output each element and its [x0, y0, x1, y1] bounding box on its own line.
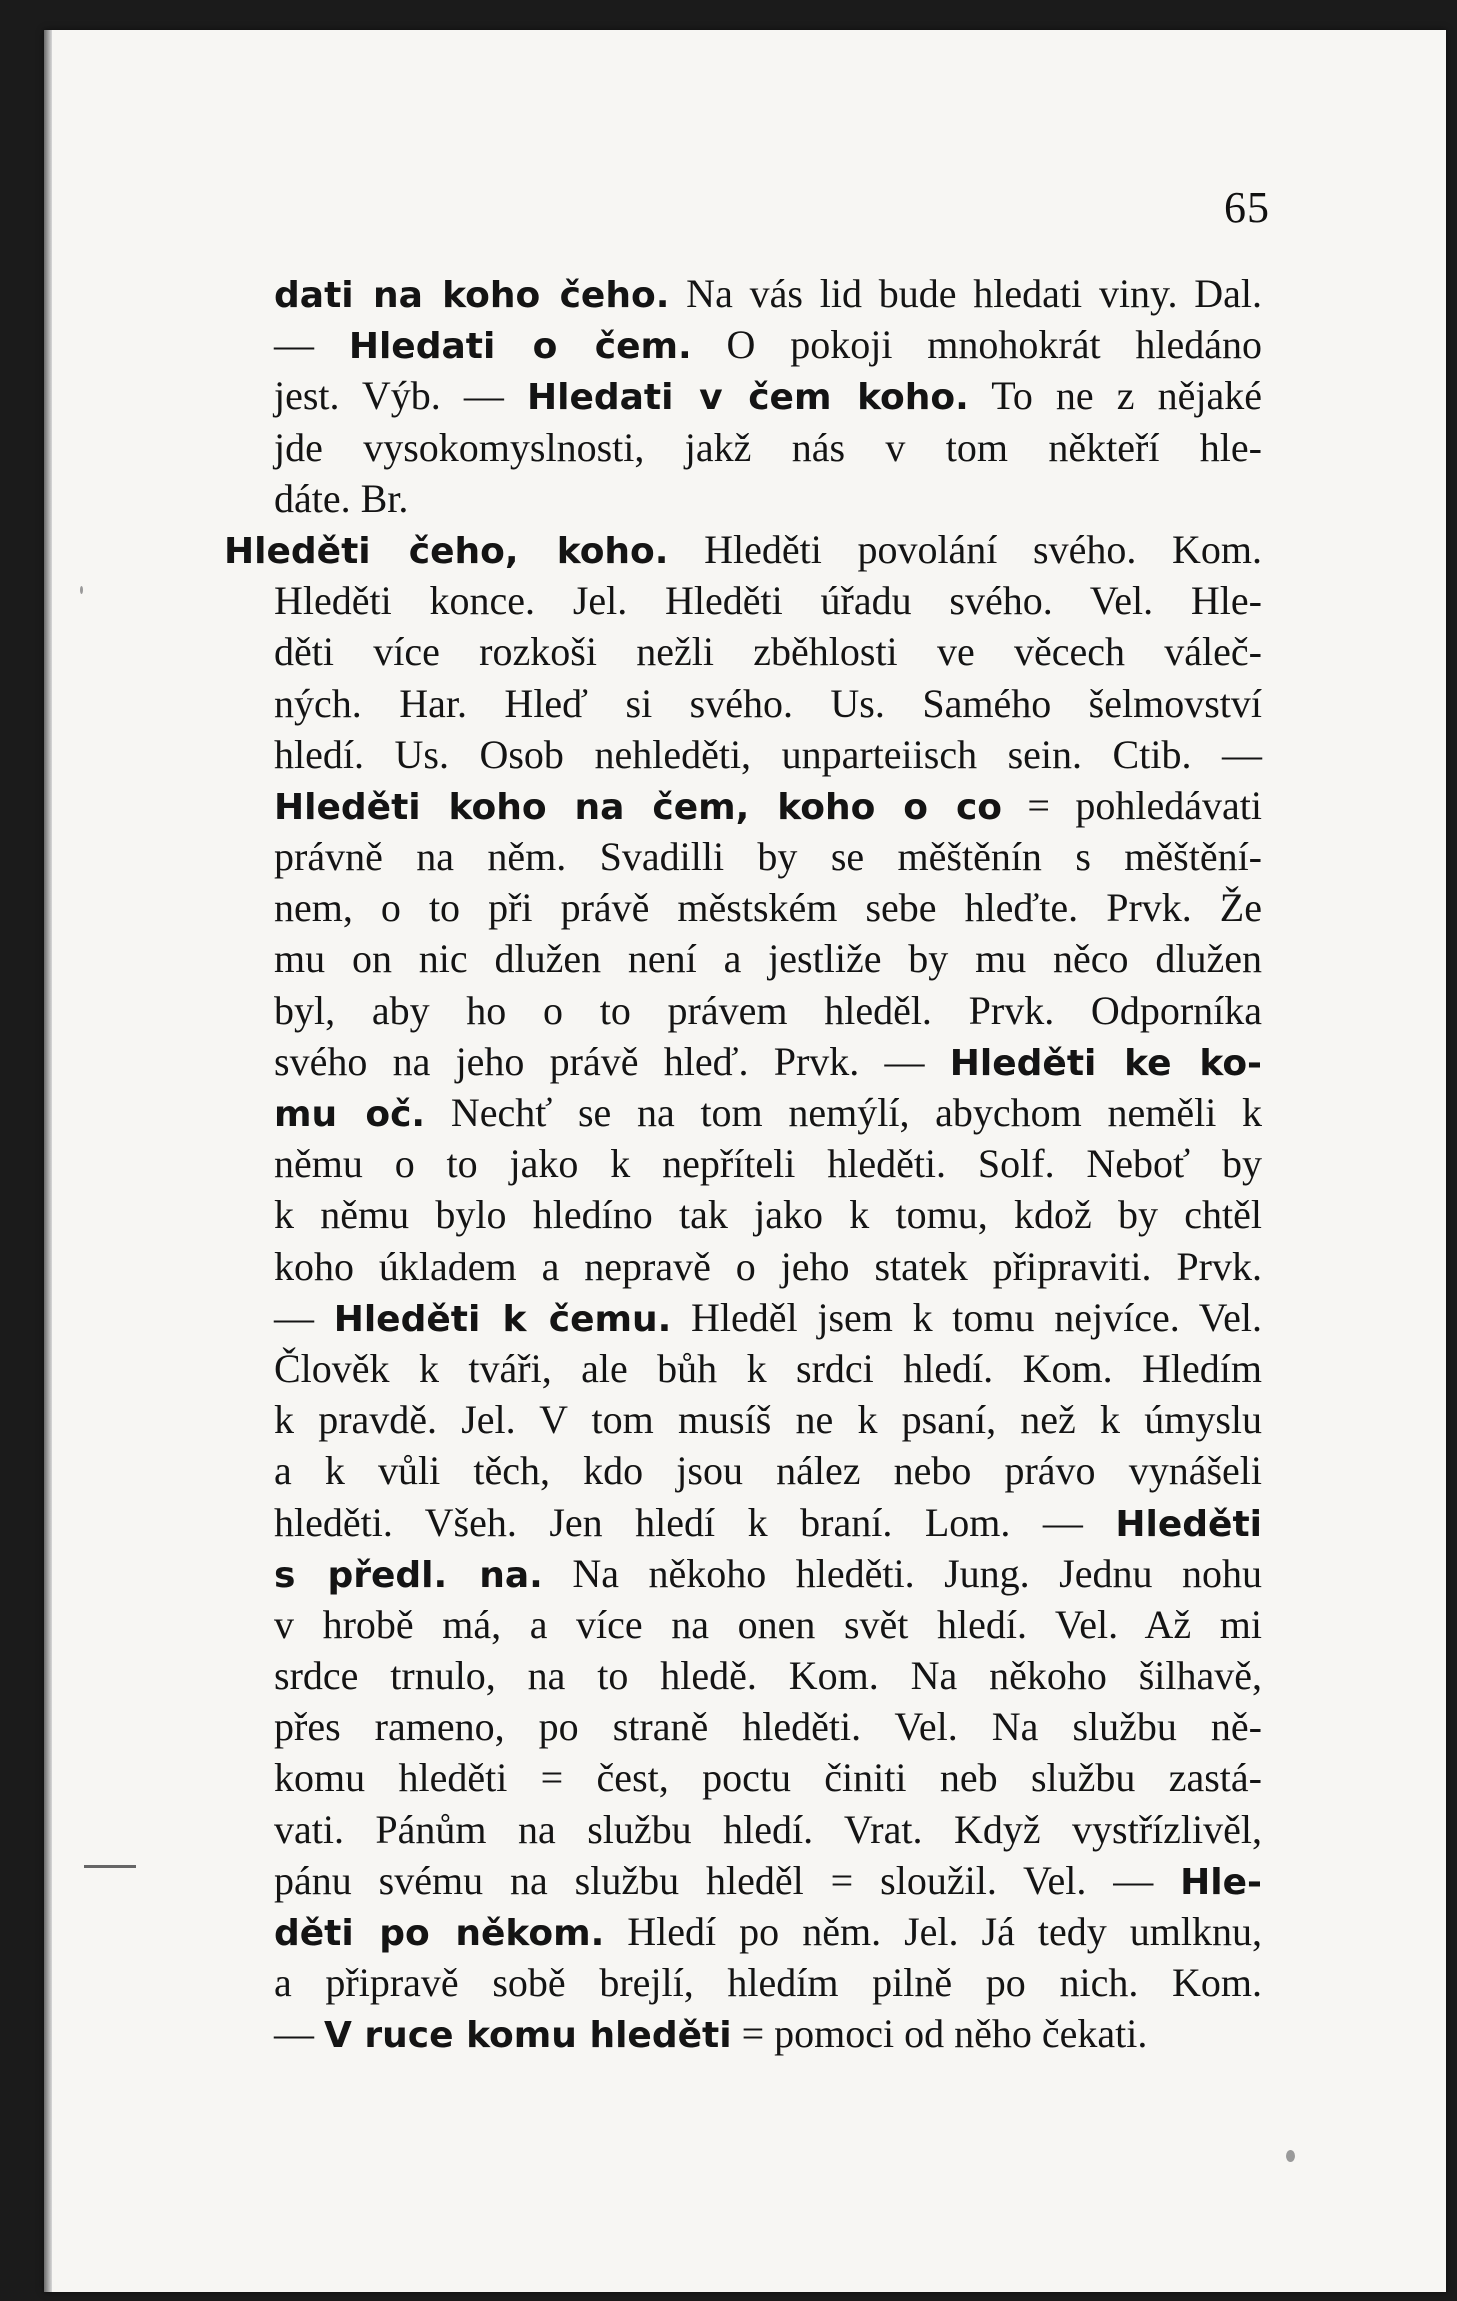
text-line: [274, 2008, 1262, 2059]
text-line: [274, 1189, 1262, 1240]
text-line: [274, 575, 1262, 626]
headword: Hleděti: [1115, 1503, 1262, 1545]
text-run: Hleděl jsem k tomu nejvíce. Vel.: [671, 1294, 1263, 1340]
text-line: [274, 319, 1262, 370]
text-line: [274, 1752, 1262, 1803]
text-run: dáte. Br.: [274, 475, 409, 521]
text-run: Hleděti konce. Jel. Hleděti úřadu svého. Vel. Hle-: [274, 578, 1262, 624]
text-run: byl, aby ho o to právem hleděl. Prvk. Odporníka: [274, 987, 1262, 1033]
text-run: srdce trnulo, na to hledě. Kom. Na někoho šilhavě,: [274, 1653, 1262, 1699]
text-run: ných. Har. Hleď si svého. Us. Samého šelmovství: [274, 680, 1262, 726]
text-line: [274, 1957, 1262, 2008]
text-run: a k vůli těch, kdo jsou nález nebo právo vynášeli: [274, 1448, 1262, 1494]
text-line: [274, 1343, 1262, 1394]
text-run: k němu bylo hledíno tak jako k tomu, kdož by chtěl: [274, 1192, 1262, 1238]
text-run: jde vysokomyslnosti, jakž nás v tom někteří hle-: [274, 424, 1262, 470]
headword: mu oč.: [274, 1094, 426, 1135]
headword: s předl. na.: [274, 1554, 543, 1596]
text-line: [274, 1804, 1262, 1855]
text-run: děti více rozkoši nežli zběhlosti ve věcech váleč-: [274, 629, 1262, 675]
body-text: [224, 268, 1263, 2060]
text-line: [274, 1906, 1262, 1957]
speck: [1286, 2150, 1295, 2162]
text-line: [274, 729, 1262, 780]
text-run: mu on nic dlužen není a jestliže by mu něco dlužen: [274, 936, 1262, 982]
text-line: [274, 1241, 1262, 1292]
text-line: [274, 1599, 1262, 1650]
text-line: [274, 1548, 1262, 1599]
text-line: [274, 1087, 1262, 1138]
text-run: = pohledávati: [1002, 782, 1262, 828]
headword: Hle-: [1180, 1861, 1262, 1903]
text-run: Hleděti povolání svého. Kom.: [668, 526, 1262, 572]
text-line: [274, 370, 1262, 421]
text-run: přes rameno, po straně hleděti. Vel. Na službu ně-: [274, 1704, 1262, 1750]
text-run: v hrobě má, a více na onen svět hledí. Vel. Až mi: [274, 1601, 1262, 1647]
text-run: němu o to jako k nepříteli hleděti. Solf. Neboť by: [274, 1141, 1262, 1187]
text-run: Na někoho hleděti. Jung. Jednu nohu: [542, 1550, 1262, 1596]
text-run: Hledí po něm. Jel. Já tedy umlknu,: [604, 1909, 1262, 1954]
headword: V ruce komu hleděti: [324, 2015, 732, 2057]
text-run: Člověk k tváři, ale bůh k srdci hledí. Kom. Hledím: [274, 1345, 1262, 1391]
text-run: a připravě sobě brejlí, hledím pilně po nich. Kom.: [274, 1960, 1262, 2006]
text-line: [274, 1036, 1262, 1087]
text-run: koho úkladem a nepravě o jeho statek připraviti. Prvk.: [274, 1243, 1262, 1289]
text-line: [274, 1701, 1262, 1752]
page-number: 65: [1224, 183, 1270, 232]
text-run: —: [274, 1294, 334, 1340]
text-line: [274, 678, 1262, 729]
text-run: svého na jeho právě hleď. Prvk. —: [274, 1038, 950, 1084]
text-run: Na vás lid bude hledati viny. Dal.: [669, 271, 1263, 316]
text-run: —: [274, 2011, 324, 2057]
page-edge: [44, 30, 52, 2292]
text-run: = pomoci od něho čekati.: [731, 2011, 1148, 2057]
text-line: [274, 1445, 1262, 1496]
text-run: To ne z nějaké: [968, 373, 1262, 419]
headword: Hleděti koho na čem, koho o co: [274, 786, 1003, 828]
text-line: [274, 1292, 1262, 1343]
headword: děti po někom.: [274, 1913, 605, 1954]
headword: Hledati o čem.: [348, 326, 692, 368]
text-run: Nechť se na tom nemýlí, abychom neměli k: [425, 1090, 1263, 1135]
text-run: O pokoji mnohokrát hledáno: [691, 322, 1262, 368]
text-run: hledí. Us. Osob nehleděti, unparteiisch sein. Ctib. —: [274, 731, 1262, 777]
text-line: [274, 1497, 1262, 1548]
text-line: [274, 626, 1262, 677]
text-run: k pravdě. Jel. V tom musíš ne k psaní, než k úmyslu: [274, 1397, 1262, 1443]
text-run: nem, o to při právě městském sebe hleďte. Prvk. Že: [274, 885, 1262, 931]
text-run: komu hleděti = čest, poctu činiti neb službu zastá-: [274, 1755, 1262, 1801]
text-line: [274, 473, 1262, 524]
text-line: [274, 1650, 1262, 1701]
text-line: [274, 780, 1262, 831]
text-line: [274, 268, 1262, 319]
book-page: [44, 30, 1446, 2292]
text-run: hleděti. Všeh. Jen hledí k braní. Lom. —: [274, 1499, 1116, 1545]
text-run: —: [274, 322, 349, 368]
headword: Hleděti ke ko-: [949, 1042, 1262, 1084]
text-line: [274, 882, 1262, 933]
text-run: jest. Výb. —: [274, 373, 527, 419]
text-line: [224, 524, 1262, 575]
text-run: právně na něm. Svadilli by se měštěnín s měštění-: [274, 834, 1262, 880]
text-line: [274, 1138, 1262, 1189]
headword: Hleděti k čemu.: [333, 1298, 672, 1340]
text-line: [274, 1394, 1262, 1445]
text-run: vati. Pánům na službu hledí. Vrat. Když vystřízlivěl,: [274, 1806, 1262, 1852]
headword: dati na koho čeho.: [274, 275, 670, 316]
text-line: [274, 422, 1262, 473]
text-run: pánu svému na službu hleděl = sloužil. Vel. —: [274, 1857, 1181, 1903]
text-line: [274, 1855, 1262, 1906]
text-line: [274, 985, 1262, 1036]
text-line: [274, 933, 1262, 984]
headword: Hledati v čem koho.: [526, 377, 969, 419]
margin-mark: [84, 1865, 136, 1868]
headword: Hleděti čeho, koho.: [224, 530, 669, 572]
text-line: [274, 831, 1262, 882]
speck: [80, 586, 83, 594]
